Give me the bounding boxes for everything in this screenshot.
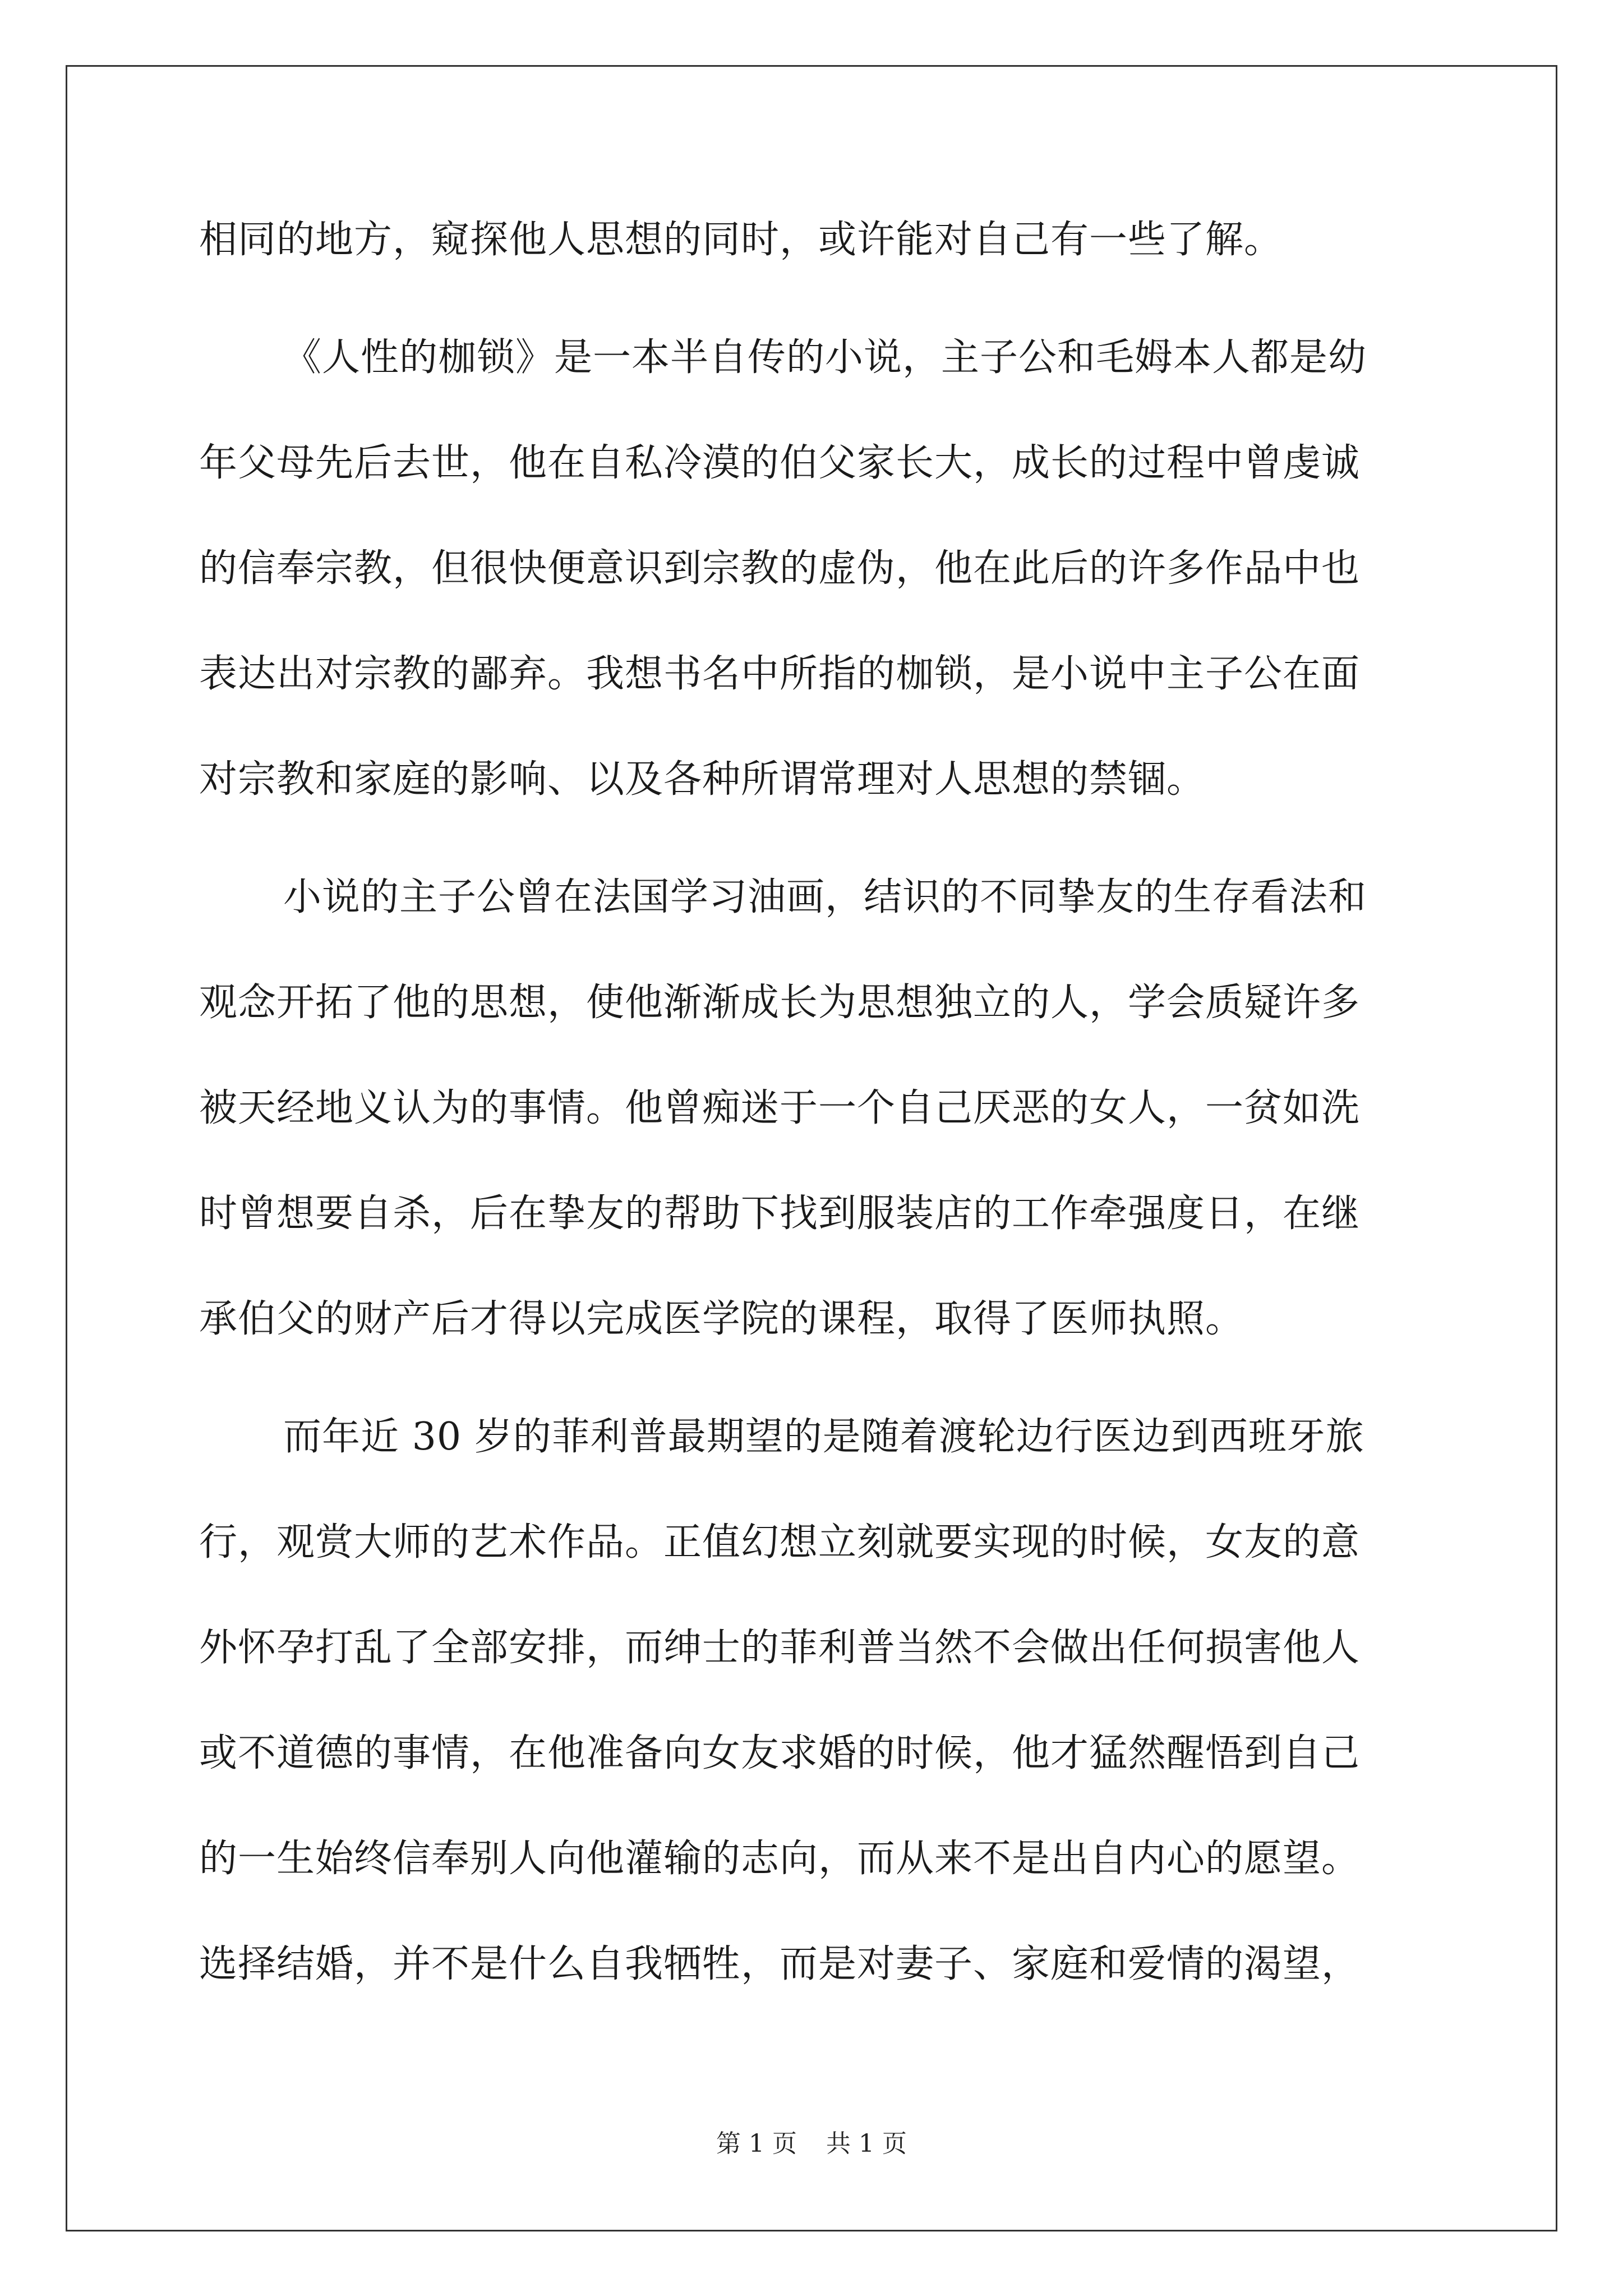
text-line: 年父母先后去世，他在自私冷漠的伯父家长大，成长的过程中曾虔诚 xyxy=(199,441,1361,485)
text-line: 的一生始终信奉别人向他灌输的志向，而从来不是出自内心的愿望。 xyxy=(199,1837,1361,1881)
text-line: 相同的地方，窥探他人思想的同时，或许能对自己有一些了解。 xyxy=(199,218,1283,262)
text-line: 观念开拓了他的思想，使他渐渐成长为思想独立的人，学会质疑许多 xyxy=(199,981,1361,1025)
document-body xyxy=(199,187,1431,2017)
text-line: 或不道德的事情，在他准备向女友求婚的时候，他才猛然醒悟到自己 xyxy=(199,1731,1361,1775)
text-line: 的信奉宗教，但很快便意识到宗教的虚伪，他在此后的许多作品中也 xyxy=(199,546,1361,591)
text-line: 《人性的枷锁》是一本半自传的小说，主子公和毛姆本人都是幼 xyxy=(283,335,1367,380)
text-line: 小说的主子公曾在法国学习油画，结识的不同挚友的生存看法和 xyxy=(283,875,1367,919)
page-footer xyxy=(0,2127,1623,2161)
text-line: 被天经地义认为的事情。他曾痴迷于一个自己厌恶的女人，一贫如洗 xyxy=(199,1086,1361,1130)
text-line: 时曾想要自杀，后在挚友的帮助下找到服装店的工作牵强度日，在继 xyxy=(199,1191,1361,1236)
text-line: 行，观赏大师的艺术作品。正值幻想立刻就要实现的时候，女友的意 xyxy=(199,1520,1361,1565)
text-line: 对宗教和家庭的影响、以及各种所谓常理对人思想的禁锢。 xyxy=(199,757,1206,802)
text-line: 承伯父的财产后才得以完成医学院的课程，取得了医师执照。 xyxy=(199,1297,1244,1341)
page-number: 第 1 页 xyxy=(716,2129,797,2158)
page-total: 共 1 页 xyxy=(826,2129,907,2158)
text-line: 而年近 30 岁的菲利普最期望的是随着渡轮边行医边到西班牙旅 xyxy=(283,1415,1364,1459)
text-line: 选择结婚，并不是什么自我牺牲，而是对妻子、家庭和爱情的渴望， xyxy=(199,1942,1361,1986)
text-line: 外怀孕打乱了全部安排，而绅士的菲利普当然不会做出任何损害他人 xyxy=(199,1626,1361,1670)
text-line: 表达出对宗教的鄙弃。我想书名中所指的枷锁，是小说中主子公在面 xyxy=(199,652,1361,696)
